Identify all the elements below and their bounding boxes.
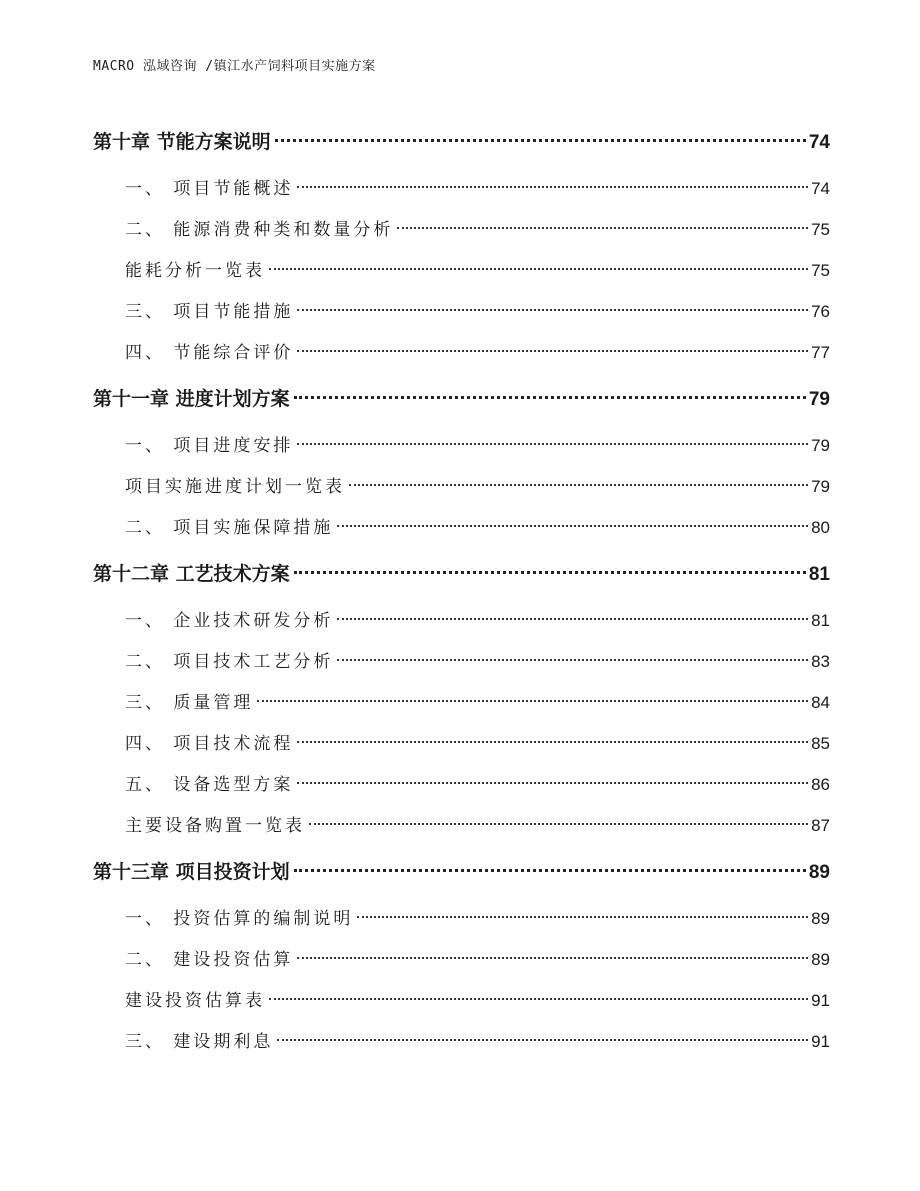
toc-entry-label: 三、 建设期利息 [125,1032,274,1052]
toc-section-entry[interactable] [93,805,830,846]
toc-page-number: 80 [811,518,830,537]
dot-leader [297,186,808,188]
toc-section-entry[interactable] [93,682,830,723]
toc-section-entry[interactable] [93,209,830,250]
toc-entry-label: 二、 项目技术工艺分析 [125,652,334,672]
dot-leader [275,139,806,142]
toc-page-number: 91 [811,1032,830,1051]
dot-leader [337,618,808,620]
toc-entry-label: 建设投资估算表 [125,991,265,1011]
toc-entry-label: 主要设备购置一览表 [125,816,305,836]
toc-page-number: 74 [808,132,830,153]
dot-leader [349,484,808,486]
dot-leader [294,396,806,399]
dot-leader [297,350,808,352]
toc-page-number: 89 [811,909,830,928]
toc-section-entry[interactable] [93,466,830,507]
toc-page-number: 81 [808,564,830,585]
toc-entry-label: 一、 项目节能概述 [125,179,294,199]
dot-leader [297,443,808,445]
toc-page-number: 89 [811,950,830,969]
toc-section-entry[interactable] [93,723,830,764]
toc-page-number: 84 [811,693,830,712]
toc-page-number: 89 [808,862,830,883]
toc-page-number: 77 [811,343,830,362]
toc-entry-label: 第十二章 工艺技术方案 [93,563,290,585]
toc-section-entry[interactable] [93,168,830,209]
toc-entry-label: 五、 设备选型方案 [125,775,294,795]
toc-section-entry[interactable] [93,764,830,805]
toc-page-number: 75 [811,261,830,280]
toc-section-entry[interactable] [93,641,830,682]
dot-leader [309,823,808,825]
toc-section-entry[interactable] [93,898,830,939]
toc-page-number: 91 [811,991,830,1010]
toc-chapter-entry[interactable] [93,548,830,600]
toc-section-entry[interactable] [93,291,830,332]
dot-leader [257,700,808,702]
toc-chapter-entry[interactable] [93,373,830,425]
toc-entry-label: 一、 企业技术研发分析 [125,611,334,631]
toc-section-entry[interactable] [93,332,830,373]
dot-leader [277,1039,808,1041]
toc-entry-label: 项目实施进度计划一览表 [125,477,345,497]
dot-leader [357,916,808,918]
toc-page-number: 85 [811,734,830,753]
toc-entry-label: 第十三章 项目投资计划 [93,861,290,883]
toc-entry-label: 能耗分析一览表 [125,261,265,281]
toc-section-entry[interactable] [93,939,830,980]
toc-entry-label: 三、 项目节能措施 [125,302,294,322]
toc-section-entry[interactable] [93,507,830,548]
page-header: MACRO 泓域咨询 /镇江水产饲料项目实施方案 [93,59,376,74]
toc-entry-label: 一、 投资估算的编制说明 [125,909,354,929]
toc-entry-label: 四、 项目技术流程 [125,734,294,754]
toc-page-number: 81 [811,611,830,630]
toc-section-entry[interactable] [93,250,830,291]
dot-leader [337,525,808,527]
toc-entry-label: 第十一章 进度计划方案 [93,388,290,410]
table-of-contents [93,116,830,1062]
toc-page-number: 79 [811,436,830,455]
toc-page-number: 75 [811,220,830,239]
toc-entry-label: 第十章 节能方案说明 [93,131,271,153]
toc-section-entry[interactable] [93,1021,830,1062]
toc-entry-label: 二、 项目实施保障措施 [125,518,334,538]
dot-leader [294,869,806,872]
toc-page-number: 87 [811,816,830,835]
toc-entry-label: 二、 能源消费种类和数量分析 [125,220,394,240]
toc-page-number: 86 [811,775,830,794]
dot-leader [297,741,808,743]
toc-chapter-entry[interactable] [93,116,830,168]
dot-leader [337,659,808,661]
dot-leader [297,782,808,784]
toc-entry-label: 一、 项目进度安排 [125,436,294,456]
toc-entry-label: 二、 建设投资估算 [125,950,294,970]
toc-page-number: 83 [811,652,830,671]
toc-section-entry[interactable] [93,425,830,466]
dot-leader [269,998,808,1000]
dot-leader [269,268,808,270]
toc-page-number: 76 [811,302,830,321]
toc-page-number: 79 [811,477,830,496]
toc-page-number: 79 [808,389,830,410]
toc-chapter-entry[interactable] [93,846,830,898]
toc-entry-label: 三、 质量管理 [125,693,254,713]
dot-leader [297,957,808,959]
toc-page-number: 74 [811,179,830,198]
toc-section-entry[interactable] [93,600,830,641]
toc-section-entry[interactable] [93,980,830,1021]
dot-leader [297,309,808,311]
dot-leader [294,571,806,574]
dot-leader [397,227,808,229]
toc-entry-label: 四、 节能综合评价 [125,343,294,363]
